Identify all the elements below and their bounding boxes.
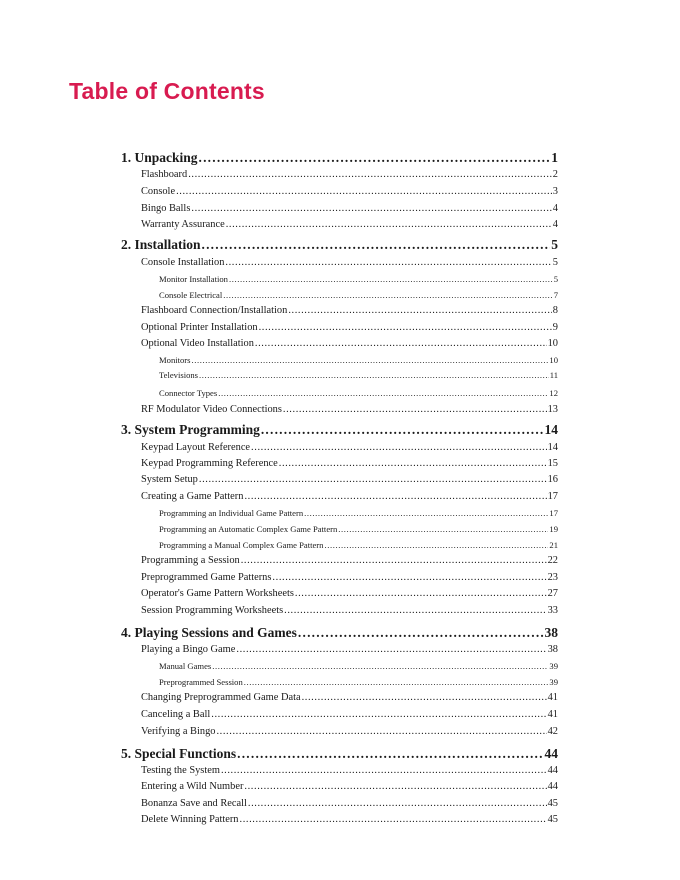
entry-title: Verifying a Bingo [141, 726, 216, 737]
dot-leader [251, 442, 547, 453]
dot-leader [298, 625, 544, 641]
entry-title: Programming an Automatic Complex Game Pattern [159, 524, 338, 534]
entry-title: Delete Winning Pattern [141, 814, 239, 825]
toc-chapter[interactable] [121, 625, 558, 641]
entry-title: Programming a Manual Complex Game Pattern [159, 540, 324, 550]
toc-subsection[interactable] [159, 388, 558, 398]
dot-leader [192, 355, 549, 365]
dot-leader [225, 257, 551, 268]
entry-title: Entering a Wild Number [141, 781, 244, 792]
toc-section[interactable] [141, 555, 558, 566]
page-number: 5 [551, 237, 558, 252]
page-number: 38 [544, 625, 558, 640]
toc-chapter[interactable] [121, 237, 558, 253]
page-number: 22 [547, 555, 558, 566]
dot-leader [288, 305, 551, 316]
dot-leader [279, 458, 547, 469]
page-number: 39 [549, 661, 558, 671]
page-number: 11 [549, 370, 558, 380]
toc-section[interactable] [141, 219, 558, 230]
dot-leader [283, 404, 547, 415]
page-number: 44 [544, 746, 558, 761]
dot-leader [338, 524, 548, 534]
toc-section[interactable] [141, 404, 558, 415]
toc-subsection[interactable] [159, 355, 558, 365]
page-number: 10 [549, 355, 558, 365]
dot-leader [255, 338, 547, 349]
page-number: 39 [549, 677, 558, 687]
toc-section[interactable] [141, 305, 558, 316]
toc-section[interactable] [141, 588, 558, 599]
entry-title: Connector Types [159, 388, 218, 398]
toc-subsection[interactable] [159, 661, 558, 671]
page-number: 17 [549, 508, 558, 518]
dot-leader [212, 661, 548, 671]
dot-leader [284, 605, 546, 616]
dot-leader [199, 370, 549, 380]
toc-section[interactable] [141, 692, 558, 703]
entry-title: Optional Video Installation [141, 338, 254, 349]
entry-title: Warranty Assurance [141, 219, 225, 230]
page-number: 27 [547, 588, 558, 599]
toc-section[interactable] [141, 322, 558, 333]
dot-leader [218, 388, 548, 398]
toc-subsection[interactable] [159, 677, 558, 687]
dot-leader [199, 150, 551, 166]
dot-leader [244, 491, 546, 502]
entry-title: Programming a Session [141, 555, 240, 566]
dot-leader [226, 219, 552, 230]
dot-leader [216, 726, 546, 737]
entry-title: Optional Printer Installation [141, 322, 258, 333]
toc-section[interactable] [141, 458, 558, 469]
dot-leader [295, 588, 547, 599]
entry-title: Operator's Game Pattern Worksheets [141, 588, 294, 599]
dot-leader [199, 474, 547, 485]
page-number: 5 [552, 257, 558, 268]
page-number: 1 [551, 150, 558, 165]
page-number: 45 [547, 798, 558, 809]
entry-title: Monitor Installation [159, 274, 228, 284]
toc-subsection[interactable] [159, 274, 558, 284]
toc-section[interactable] [141, 203, 558, 214]
page-number: 23 [547, 572, 558, 583]
toc-section[interactable] [141, 572, 558, 583]
page-number: 21 [549, 540, 558, 550]
toc-section[interactable] [141, 798, 558, 809]
entry-title: 4. Playing Sessions and Games [121, 625, 297, 640]
toc-section[interactable] [141, 442, 558, 453]
entry-title: 1. Unpacking [121, 150, 198, 165]
entry-title: 3. System Programming [121, 422, 260, 437]
entry-title: Bonanza Save and Recall [141, 798, 247, 809]
toc-section[interactable] [141, 644, 558, 655]
entry-title: Changing Preprogrammed Game Data [141, 692, 301, 703]
page-number: 5 [553, 274, 558, 284]
page-number: 4 [552, 219, 558, 230]
entry-title: Preprogrammed Session [159, 677, 243, 687]
dot-leader [241, 555, 547, 566]
toc-subsection[interactable] [159, 290, 558, 300]
page-number: 10 [547, 338, 558, 349]
page-number: 13 [547, 404, 558, 415]
page-number: 8 [552, 305, 558, 316]
toc-chapter[interactable] [121, 422, 558, 438]
dot-leader [188, 169, 552, 180]
entry-title: Keypad Programming Reference [141, 458, 278, 469]
dot-leader [176, 186, 552, 197]
toc-section[interactable] [141, 338, 558, 349]
toc-subsection[interactable] [159, 524, 558, 534]
toc-section[interactable] [141, 709, 558, 720]
entry-title: Console Installation [141, 257, 225, 268]
dot-leader [191, 203, 551, 214]
entry-title: 5. Special Functions [121, 746, 237, 761]
entry-title: 2. Installation [121, 237, 201, 252]
page-number: 38 [547, 644, 558, 655]
page-number: 12 [549, 388, 558, 398]
toc-subsection[interactable] [159, 370, 558, 380]
dot-leader [304, 508, 548, 518]
page-number: 14 [547, 442, 558, 453]
dot-leader [223, 290, 552, 300]
dot-leader [259, 322, 552, 333]
entry-title: Canceling a Ball [141, 709, 211, 720]
entry-title: Playing a Bingo Game [141, 644, 236, 655]
dot-leader [211, 709, 546, 720]
entry-title: Flashboard Connection/Installation [141, 305, 288, 316]
toc-section[interactable] [141, 781, 558, 792]
page-number: 15 [547, 458, 558, 469]
toc-section[interactable] [141, 814, 558, 825]
dot-leader [237, 746, 543, 762]
entry-title: Session Programming Worksheets [141, 605, 284, 616]
entry-title: Flashboard [141, 169, 188, 180]
page-number: 44 [547, 765, 558, 776]
toc-section[interactable] [141, 186, 558, 197]
dot-leader [229, 274, 553, 284]
entry-title: Keypad Layout Reference [141, 442, 251, 453]
entry-title: Manual Games [159, 661, 212, 671]
dot-leader [272, 572, 546, 583]
toc-section[interactable] [141, 726, 558, 737]
entry-title: Creating a Game Pattern [141, 491, 244, 502]
dot-leader [221, 765, 547, 776]
page-number: 42 [547, 726, 558, 737]
page-number: 44 [547, 781, 558, 792]
page-title: Table of Contents [69, 78, 265, 104]
toc-section[interactable] [141, 257, 558, 268]
dot-leader [240, 814, 547, 825]
entry-title: System Setup [141, 474, 198, 485]
dot-leader [261, 422, 544, 438]
toc-section[interactable] [141, 491, 558, 502]
entry-title: Console Electrical [159, 290, 223, 300]
dot-leader [302, 692, 547, 703]
dot-leader [236, 644, 546, 655]
entry-title: Programming an Individual Game Pattern [159, 508, 304, 518]
entry-title: Monitors [159, 355, 191, 365]
entry-title: Bingo Balls [141, 203, 191, 214]
toc-subsection[interactable] [159, 540, 558, 550]
entry-title: Testing the System [141, 765, 220, 776]
toc-section[interactable] [141, 169, 558, 180]
page-number: 19 [549, 524, 558, 534]
page-number: 3 [552, 186, 558, 197]
dot-leader [248, 798, 547, 809]
page-number: 41 [547, 692, 558, 703]
dot-leader [244, 781, 546, 792]
toc-section[interactable] [141, 765, 558, 776]
dot-leader [324, 540, 548, 550]
toc-section[interactable] [141, 605, 558, 616]
entry-title: RF Modulator Video Connections [141, 404, 282, 415]
page-number: 9 [552, 322, 558, 333]
page-number: 14 [544, 422, 558, 437]
entry-title: Televisions [159, 370, 199, 380]
toc-section[interactable] [141, 474, 558, 485]
page-number: 41 [547, 709, 558, 720]
page-number: 17 [547, 491, 558, 502]
dot-leader [244, 677, 549, 687]
page-number: 7 [553, 290, 558, 300]
page-number: 2 [552, 169, 558, 180]
page-number: 4 [552, 203, 558, 214]
entry-title: Console [141, 186, 176, 197]
toc-chapter[interactable] [121, 150, 558, 166]
page-number: 33 [547, 605, 558, 616]
toc-subsection[interactable] [159, 508, 558, 518]
page-number: 45 [547, 814, 558, 825]
entry-title: Preprogrammed Game Patterns [141, 572, 272, 583]
dot-leader [202, 237, 551, 253]
page-number: 16 [547, 474, 558, 485]
toc-chapter[interactable] [121, 746, 558, 762]
